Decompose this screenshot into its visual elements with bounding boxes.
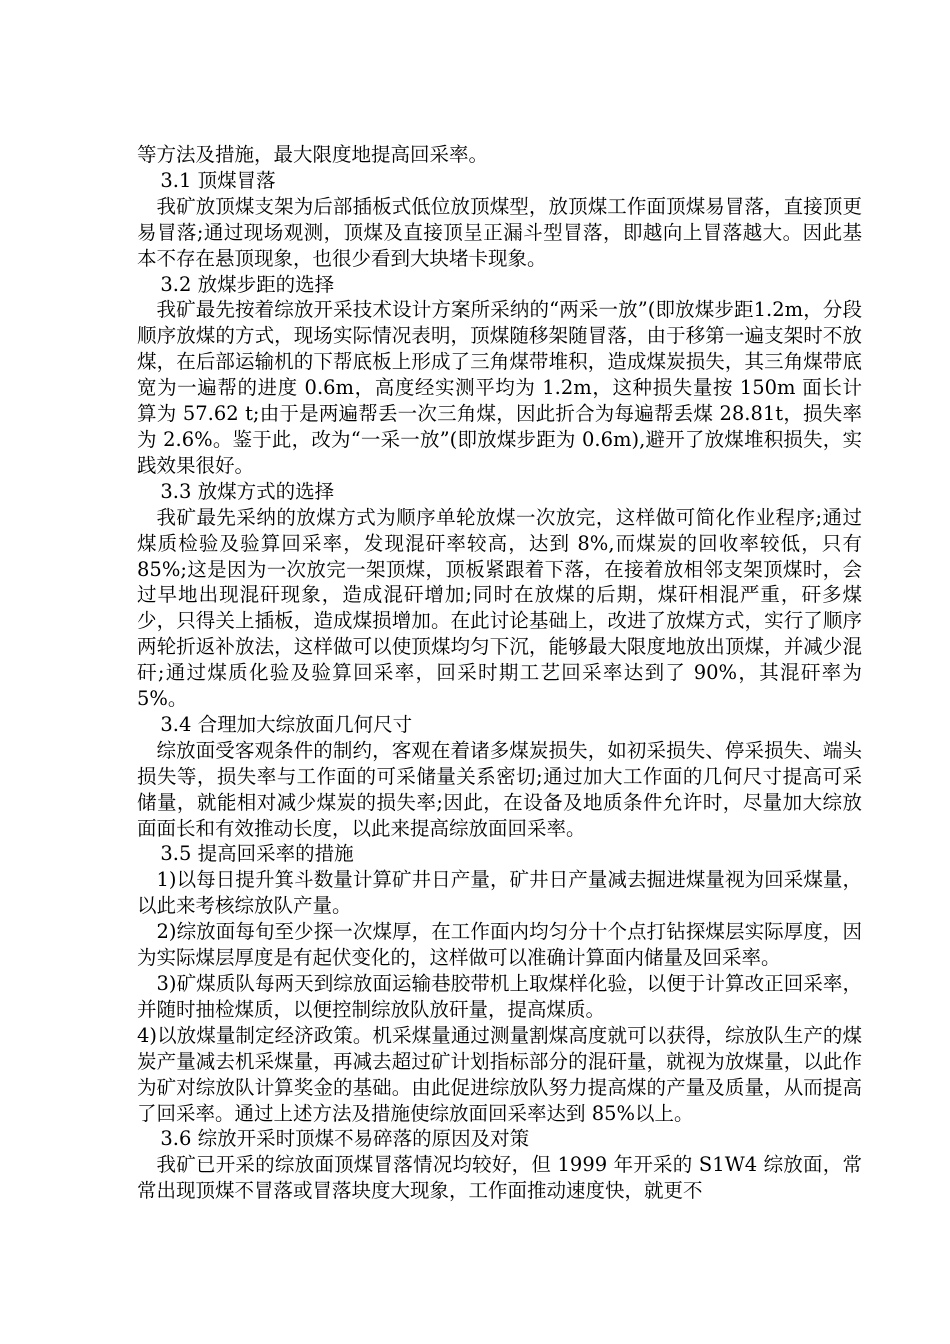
document-page <box>137 142 862 1204</box>
heading-3-6: 3.6 综放开采时顶煤不易碎落的原因及对策 <box>160 1127 530 1151</box>
paragraph-3-6: 我矿已开采的综放面顶煤冒落情况均较好，但 1999 年开采的 S1W4 综放面，常常出现顶煤不冒落或冒落块度大现象，工作面推动速度快，就更不 <box>137 1153 862 1203</box>
paragraph-3-3: 我矿最先采纳的放煤方式为顺序单轮放煤一次放完，这样做可简化作业程序;通过煤质检验及验算回采率，发现混矸率较高，达到 8%,而煤炭的回收率较低，只有 85%;这是因为一次放完一架顶煤，顶板紧跟着下落，在接着放相邻支架顶煤时，会过早地出现混矸现象，造成混矸增加;同时在放煤的后期，煤矸相混严重，矸多煤少，只得关上插板，造成煤损增加。在此讨论基础上，改进了放煤方式，实行了顺序两轮折返补放法，这样做可以使顶煤均匀下沉，能够最大限度地放出顶煤，并减少混矸;通过煤质化验及验算回采率，回采时期工艺回采率达到了 90%，其混矸率为 5%。 <box>137 505 862 711</box>
list-item-3: 3)矿煤质队每两天到综放面运输巷胶带机上取煤样化验，以便于计算改正回采率，并随时抽检煤质，以便控制综放队放矸量，提高煤质。 <box>137 972 862 1021</box>
list-item-4: 4)以放煤量制定经济政策。机采煤量通过测量割煤高度就可以获得，综放队生产的煤炭产量减去机采煤量，再减去超过矿计划指标部分的混矸量，就视为放煤量，以此作为矿对综放队计算奖金的基础。由此促进综放队努力提高煤的产量及质量，从而提高了回采率。通过上述方法及措施使综放面回采率达到 85%以上。 <box>137 1023 862 1125</box>
heading-3-1: 3.1 顶煤冒落 <box>160 168 276 192</box>
heading-3-5: 3.5 提高回采率的措施 <box>160 842 354 866</box>
paragraph-3-4: 综放面受客观条件的制约，客观在着诸多煤炭损失，如初采损失、停采损失、端头损失等，损失率与工作面的可采储量关系密切;通过加大工作面的几何尺寸提高可采储量，就能相对减少煤炭的损失率;因此，在设备及地质条件允许时，尽量加大综放面面长和有效推动长度，以此来提高综放面回采率。 <box>137 738 862 840</box>
heading-3-3: 3.3 放煤方式的选择 <box>160 479 335 503</box>
list-item-1: 1)以每日提升箕斗数量计算矿井日产量，矿井日产量减去掘进煤量视为回采煤量，以此来考核综放队产量。 <box>137 868 862 918</box>
heading-3-4: 3.4 合理加大综放面几何尺寸 <box>160 712 413 736</box>
paragraph-3-1: 我矿放顶煤支架为后部插板式低位放顶煤型，放顶煤工作面顶煤易冒落，直接顶更易冒落;通过现场观测，顶煤及直接顶呈正漏斗型冒落，即越向上冒落越大。因此基本不存在悬顶现象，也很少看到大块堵卡现象。 <box>137 194 862 270</box>
paragraph-intro-tail: 等方法及措施，最大限度地提高回采率。 <box>137 143 489 166</box>
paragraph-3-2: 我矿最先按着综放开采技术设计方案所采纳的“两采一放”(即放煤步距1.2m，分段顺序放煤的方式，现场实际情况表明，顶煤随移架随冒落，由于移第一遍支架时不放煤，在后部运输机的下帮底板上形成了三角煤带堆积，造成煤炭损失，其三角煤带底宽为一遍帮的进度 0.6m，高度经实测平均为 1.2m，这种损失量按 150m 面长计算为 57.62 t;由于是两遍帮丢一次三角煤，因此折合为每遍帮丢煤 28.81t，损失率为 2.6%。鉴于此，改为“一采一放”(即放煤步距为 0.6m),避开了放煤堆积损失，实践效果很好。 <box>137 298 862 477</box>
heading-3-2: 3.2 放煤步距的选择 <box>160 272 335 296</box>
list-item-2: 2)综放面每旬至少探一次煤厚，在工作面内均匀分十个点打钻探煤层实际厚度，因为实际煤层厚度是有起伏变化的，这样做可以准确计算面内储量及回采率。 <box>137 920 862 970</box>
